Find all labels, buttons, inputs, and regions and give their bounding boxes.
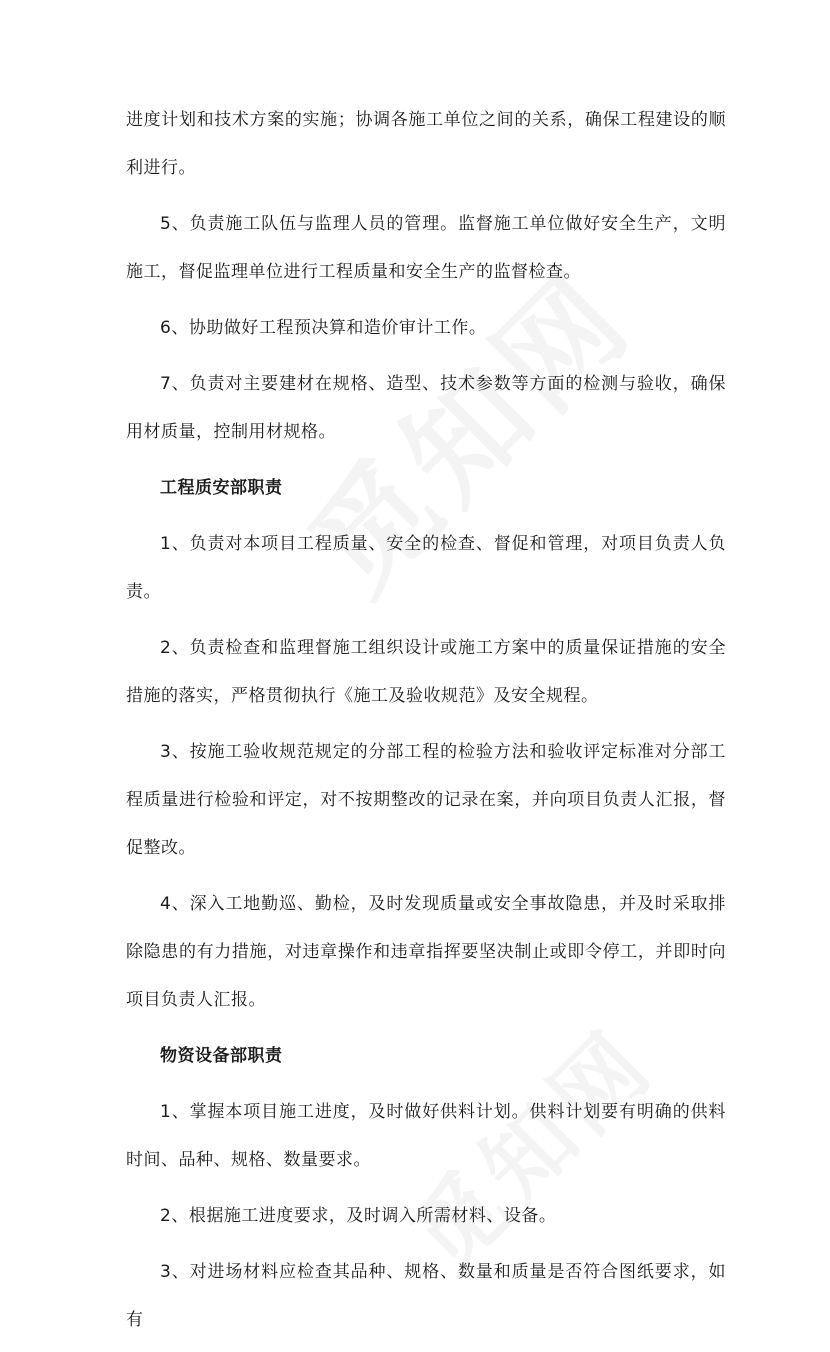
section-heading-materials-equipment: 物资设备部职责 [160, 1046, 283, 1066]
paragraph-item-5: 5、负责施工队伍与监理人员的管理。监督施工单位做好安全生产，文明施工，督促监理单位进行工程质量和安全生产的监督检查。 [126, 214, 726, 282]
material-item-3: 3、对进场材料应检查其品种、规格、数量和质量是否符合图纸要求，如有 [126, 1262, 726, 1330]
quality-item-1: 1、负责对本项目工程质量、安全的检查、督促和管理，对项目负责人负责。 [126, 534, 726, 602]
quality-item-4: 4、深入工地勤巡、勤检，及时发现质量或安全事故隐患，并及时采取排除隐患的有力措施，对违章操作和违章指挥要坚决制止或即令停工，并即时向项目负责人汇报。 [126, 894, 726, 1010]
section-heading-quality-safety: 工程质安部职责 [160, 478, 283, 498]
document-body [126, 96, 726, 1352]
material-item-1: 1、掌握本项目施工进度，及时做好供料计划。供料计划要有明确的供料时间、品种、规格、数量要求。 [126, 1102, 726, 1170]
paragraph-item-7: 7、负责对主要建材在规格、造型、技术参数等方面的检测与验收，确保用材质量，控制用材规格。 [126, 374, 726, 442]
quality-item-2: 2、负责检查和监理督施工组织设计或施工方案中的质量保证措施的安全措施的落实，严格贯彻执行《施工及验收规范》及安全规程。 [126, 638, 726, 706]
material-item-2: 2、根据施工进度要求，及时调入所需材料、设备。 [160, 1206, 557, 1226]
paragraph-item-6: 6、协助做好工程预决算和造价审计工作。 [160, 318, 487, 338]
paragraph-intro-continuation: 进度计划和技术方案的实施；协调各施工单位之间的关系，确保工程建设的顺利进行。 [126, 110, 726, 178]
quality-item-3: 3、按施工验收规范规定的分部工程的检验方法和验收评定标准对分部工程质量进行检验和评定，对不按期整改的记录在案，并向项目负责人汇报，督促整改。 [126, 742, 726, 858]
